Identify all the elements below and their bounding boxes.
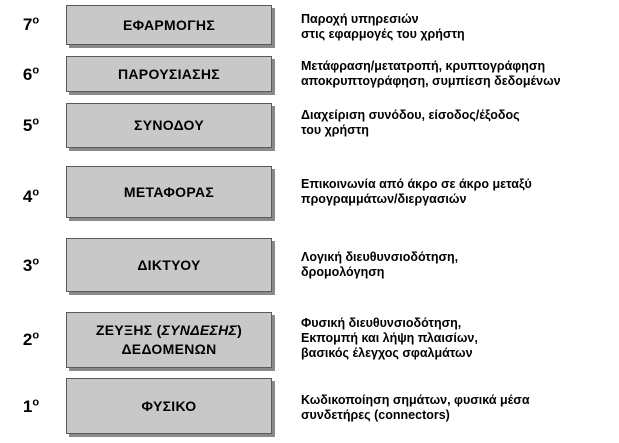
layer-description	[301, 393, 613, 423]
description-line: προγραμμάτων/διεργασιών	[301, 192, 467, 206]
layer-name: ΔΙΚΤΥΟΥ	[137, 256, 201, 273]
layer-name: ΦΥΣΙΚΟ	[141, 397, 197, 414]
description-line: συνδετήρες (connectors)	[301, 408, 450, 422]
layer-number: $5^o$	[22, 115, 40, 135]
layer-box-physical	[66, 378, 272, 434]
layer-box-application	[66, 5, 272, 45]
layer-number: $7^o$	[22, 14, 40, 34]
layer-description	[301, 177, 613, 207]
layer-name: ΜΕΤΑΦΟΡΑΣ	[123, 183, 215, 200]
layer-description	[301, 250, 613, 280]
layer-box-presentation	[66, 56, 272, 92]
layer-box-session	[66, 103, 272, 148]
layer-description	[301, 59, 613, 89]
description-line: Διαχείριση συνόδου, είσοδος/έξοδος	[301, 108, 520, 122]
description-line: Μετάφραση/μετατροπή, κρυπτογράφηση	[301, 59, 546, 73]
description-line: αποκρυπτογράφηση, συμπίεση δεδομένων	[301, 74, 561, 88]
layer-description	[301, 108, 613, 138]
description-line: Φυσική διευθυνσιοδότηση,	[301, 316, 462, 330]
layer-number: $2^o$	[22, 329, 40, 349]
layer-box-network	[66, 238, 272, 292]
description-line: δρομολόγηση	[301, 265, 385, 279]
description-line: στις εφαρμογές του χρήστη	[301, 27, 465, 41]
description-line: Επικοινωνία από άκρο σε άκρο μεταξύ	[301, 177, 532, 191]
layer-description	[301, 12, 613, 42]
layer-number: $4^o$	[22, 186, 40, 206]
layer-description	[301, 316, 613, 361]
layer-name-line: ΖΕΥΞΗΣ (ΣΥΝΔΕΣΗΣ)	[95, 322, 243, 338]
layer-name-line: ΔΕΔΟΜΕΝΩΝ	[121, 341, 217, 357]
layer-box-transport	[66, 166, 272, 218]
description-line: Κωδικοποίηση σημάτων, φυσικά μέσα	[301, 393, 530, 407]
description-line: Εκπομπή και λήψη πλαισίων,	[301, 331, 478, 345]
layer-name: ΣΥΝΟΔΟΥ	[134, 117, 204, 133]
description-line: βασικός έλεγχος σφαλμάτων	[301, 346, 473, 360]
description-line: του χρήστη	[301, 123, 369, 137]
layer-name: ΕΦΑΡΜΟΓΗΣ	[122, 16, 216, 33]
description-line: Λογική διευθυνσιοδότηση,	[301, 250, 459, 264]
layer-name: ΠΑΡΟΥΣΙΑΣΗΣ	[117, 65, 220, 82]
layer-number: $3^o$	[22, 255, 40, 275]
layer-number: $6^o$	[22, 64, 40, 84]
description-line: Παροχή υπηρεσιών	[301, 12, 419, 26]
layer-box-data-link	[66, 312, 272, 368]
layer-number: $1^o$	[22, 396, 40, 416]
